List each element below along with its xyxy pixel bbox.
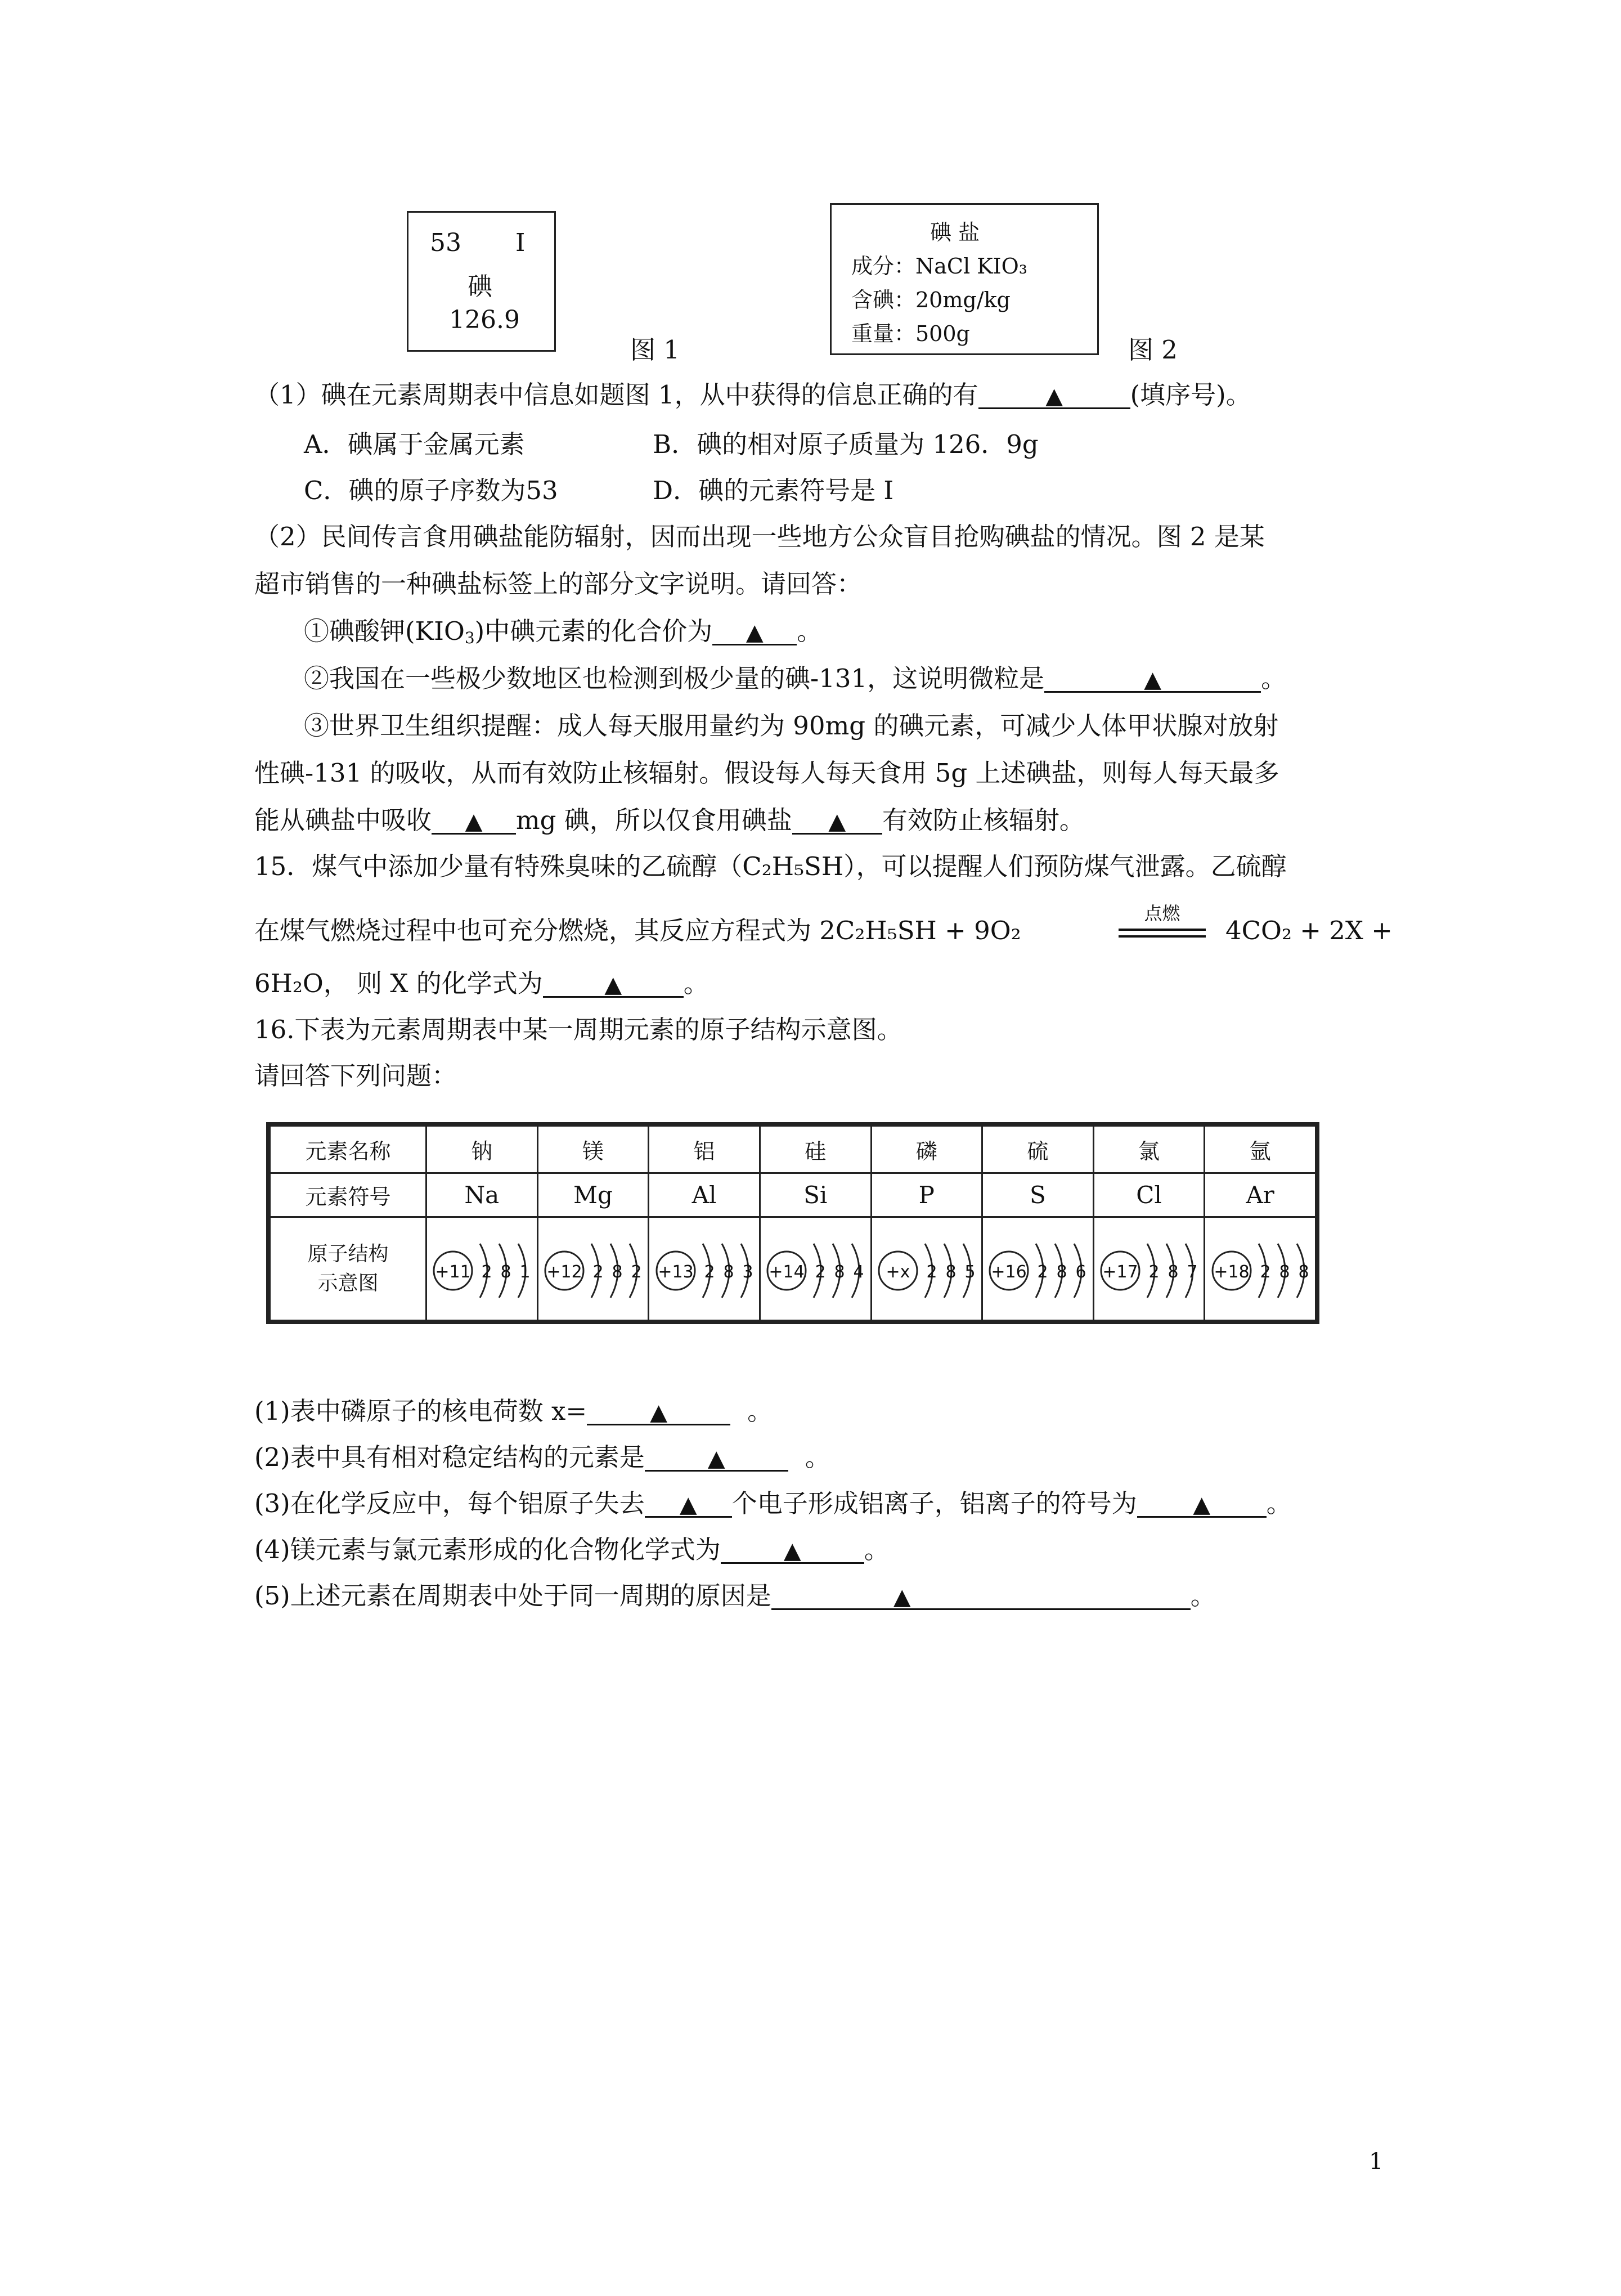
shell-electron-count: 8	[723, 1262, 734, 1282]
nuclear-charge: +11	[435, 1262, 471, 1282]
shell-electron-count: 2	[815, 1262, 826, 1282]
q16-question4: (4)镁元素与氯元素形成的化合物化学式为 ▲ 。	[254, 1533, 890, 1567]
answer-blank[interactable]: ▲	[645, 1441, 788, 1472]
element-name-cell: 硅	[760, 1126, 871, 1173]
shell-electron-count: 6	[1075, 1262, 1086, 1282]
q14-part1-stem: （1）碘在元素周期表中信息如题图 1，从中获得的信息正确的有 ▲ (填序号)。	[254, 378, 1251, 412]
option-d: D．碘的元素符号是 I	[653, 476, 894, 505]
nuclear-charge: +16	[991, 1262, 1027, 1282]
element-symbol-cell: Ar	[1205, 1173, 1316, 1217]
element-name-cell: 氩	[1205, 1126, 1316, 1173]
atomic-number: 53	[430, 228, 461, 257]
shell-electron-count: 1	[519, 1262, 531, 1282]
figure-2-caption: 图 2	[1128, 335, 1178, 365]
shell-electron-count: 2	[926, 1262, 937, 1282]
q14-part2-line2: 超市销售的一种碘盐标签上的部分文字说明。请回答：	[254, 569, 863, 599]
row-header: 元素符号	[270, 1173, 426, 1217]
element-symbol-cell: S	[982, 1173, 1094, 1217]
atom-diagram-cell	[1205, 1217, 1316, 1321]
shell-electron-count: 8	[1298, 1262, 1309, 1282]
answer-blank[interactable]: ▲	[1044, 662, 1261, 693]
reaction-condition: 点燃	[1144, 903, 1180, 924]
atomic-mass: 126.9	[449, 306, 520, 334]
q14-sub2: ②我国在一些极少数地区也检测到极少量的碘-131，这说明微粒是 ▲ 。	[304, 662, 1286, 696]
q16-question1: (1)表中磷原子的核电荷数 x= ▲ 。	[254, 1394, 773, 1428]
table-row	[270, 1173, 1316, 1217]
atom-diagram-cell	[871, 1217, 982, 1321]
shell-electron-count: 8	[612, 1262, 623, 1282]
element-symbol-cell: P	[871, 1173, 982, 1217]
q16-question5: (5)上述元素在周期表中处于同一周期的原因是 ▲ 。	[254, 1579, 1216, 1613]
label-weight: 重量：500g	[851, 321, 970, 346]
shell-electron-count: 8	[1056, 1262, 1067, 1282]
nuclear-charge: +x	[886, 1262, 910, 1282]
element-symbol-cell: Si	[760, 1173, 871, 1217]
element-name-cell: 磷	[871, 1126, 982, 1173]
q14-sub3-line3: 能从碘盐中吸收 ▲ mg 碘，所以仅食用碘盐 ▲ 有效防止核辐射。	[254, 804, 1085, 837]
atom-structure-diagram	[540, 1221, 646, 1317]
atom-diagram-cell	[1093, 1217, 1205, 1321]
reaction-arrow-line-bottom	[1119, 935, 1206, 938]
q14-sub3-line2: 性碘-131 的吸收，从而有效防止核辐射。假设每人每天食用 5g 上述碘盐，则每人每天最多	[254, 758, 1279, 788]
shell-electron-count: 7	[1187, 1262, 1198, 1282]
shell-electron-count: 2	[1037, 1262, 1048, 1282]
shell-electron-count: 8	[1279, 1262, 1290, 1282]
q15-line2a: 在煤气燃烧过程中也可充分燃烧，其反应方程式为 2C₂H₅SH + 9O₂	[254, 916, 1021, 945]
atom-structure-diagram	[428, 1221, 535, 1317]
figure-2-salt-label	[830, 203, 1099, 355]
answer-blank[interactable]: ▲	[721, 1533, 864, 1564]
answer-blank[interactable]: ▲	[543, 967, 684, 998]
atom-structure-diagram	[1095, 1221, 1202, 1317]
shell-electron-count: 2	[631, 1262, 642, 1282]
element-symbol-cell: Al	[649, 1173, 760, 1217]
shell-electron-count: 2	[1148, 1262, 1160, 1282]
answer-blank[interactable]: ▲	[792, 804, 882, 835]
atom-diagram-cell	[649, 1217, 760, 1321]
option-a: A．碘属于金属元素	[304, 429, 525, 459]
element-name-cell: 硫	[982, 1126, 1094, 1173]
label-iodine-content: 含碘：20mg/kg	[851, 288, 1011, 312]
atom-diagram-cell	[760, 1217, 871, 1321]
atom-structure-diagram	[762, 1221, 869, 1317]
figure-1-element-card	[407, 211, 556, 352]
periodic-row-table	[266, 1122, 1319, 1324]
table-row	[270, 1126, 1316, 1173]
atom-structure-diagram	[651, 1221, 758, 1317]
label-ingredients: 成分：NaCl KIO₃	[851, 254, 1027, 279]
reaction-arrow-line-top	[1119, 929, 1206, 931]
element-name-cell: 氯	[1093, 1126, 1205, 1173]
answer-blank[interactable]: ▲	[645, 1487, 732, 1518]
shell-electron-count: 4	[853, 1262, 864, 1282]
q16-question3: (3)在化学反应中，每个铝原子失去 ▲ 个电子形成铝离子，铝离子的符号为 ▲ 。	[254, 1487, 1292, 1521]
element-symbol: I	[515, 228, 526, 257]
page-number: 1	[1369, 2149, 1384, 2174]
atom-structure-diagram	[984, 1221, 1091, 1317]
option-c: C．碘的原子序数为53	[304, 476, 558, 505]
option-b: B．碘的相对原子质量为 126．9g	[653, 429, 1039, 459]
q15-line3: 6H₂O， 则 X 的化学式为 ▲ 。	[254, 967, 709, 1001]
shell-electron-count: 2	[704, 1262, 715, 1282]
answer-blank[interactable]: ▲	[771, 1579, 1191, 1610]
answer-blank[interactable]: ▲	[587, 1394, 730, 1425]
shell-electron-count: 2	[592, 1262, 604, 1282]
q14-part2-line1: （2）民间传言食用碘盐能防辐射，因而出现一些地方公众盲目抢购碘盐的情况。图 2 是某	[254, 522, 1265, 551]
label-title: 碘 盐	[930, 220, 980, 245]
q16-line1: 16.下表为元素周期表中某一周期元素的原子结构示意图。	[254, 1015, 902, 1044]
atom-structure-diagram	[1207, 1221, 1314, 1317]
answer-blank[interactable]: ▲	[978, 378, 1130, 409]
q15-line1: 15．煤气中添加少量有特殊臭味的乙硫醇（C₂H₅SH），可以提醒人们预防煤气泄露。乙硫醇	[254, 851, 1287, 881]
atom-diagram-cell	[537, 1217, 649, 1321]
q15-line2b: 4CO₂ + 2X +	[1225, 916, 1393, 945]
atom-structure-diagram	[873, 1221, 980, 1317]
element-name-cell: 钠	[426, 1126, 538, 1173]
nuclear-charge: +12	[546, 1262, 582, 1282]
q14-sub3-line1: ③世界卫生组织提醒：成人每天服用量约为 90mg 的碘元素，可减少人体甲状腺对放射	[304, 711, 1279, 741]
table-row	[270, 1217, 1316, 1321]
shell-electron-count: 5	[964, 1262, 976, 1282]
answer-blank[interactable]: ▲	[432, 804, 516, 835]
q16-question2: (2)表中具有相对稳定结构的元素是 ▲ 。	[254, 1441, 830, 1474]
nuclear-charge: +14	[769, 1262, 805, 1282]
shell-electron-count: 3	[742, 1262, 753, 1282]
atom-diagram-cell	[426, 1217, 538, 1321]
shell-electron-count: 8	[945, 1262, 957, 1282]
row-header: 原子结构 示意图	[270, 1217, 426, 1321]
q16-line2: 请回答下列问题：	[254, 1061, 457, 1091]
element-name: 碘	[468, 272, 492, 301]
element-symbol-cell: Na	[426, 1173, 538, 1217]
answer-blank[interactable]: ▲	[1137, 1487, 1267, 1518]
shell-electron-count: 2	[481, 1262, 492, 1282]
nuclear-charge: +18	[1214, 1262, 1250, 1282]
element-symbol-cell: Mg	[537, 1173, 649, 1217]
row-header: 元素名称	[270, 1126, 426, 1173]
answer-blank[interactable]: ▲	[712, 615, 797, 645]
nuclear-charge: +17	[1102, 1262, 1138, 1282]
element-name-cell: 铝	[649, 1126, 760, 1173]
shell-electron-count: 8	[500, 1262, 511, 1282]
shell-electron-count: 8	[1168, 1262, 1179, 1282]
shell-electron-count: 2	[1260, 1262, 1271, 1282]
atom-diagram-cell	[982, 1217, 1094, 1321]
element-name-cell: 镁	[537, 1126, 649, 1173]
shell-electron-count: 8	[834, 1262, 845, 1282]
nuclear-charge: +13	[657, 1262, 694, 1282]
element-symbol-cell: Cl	[1093, 1173, 1205, 1217]
figure-1-caption: 图 1	[630, 335, 680, 365]
q14-sub1: ①碘酸钾$(KIO_3)$中碘元素的化合价为 ▲ 。	[304, 615, 822, 655]
